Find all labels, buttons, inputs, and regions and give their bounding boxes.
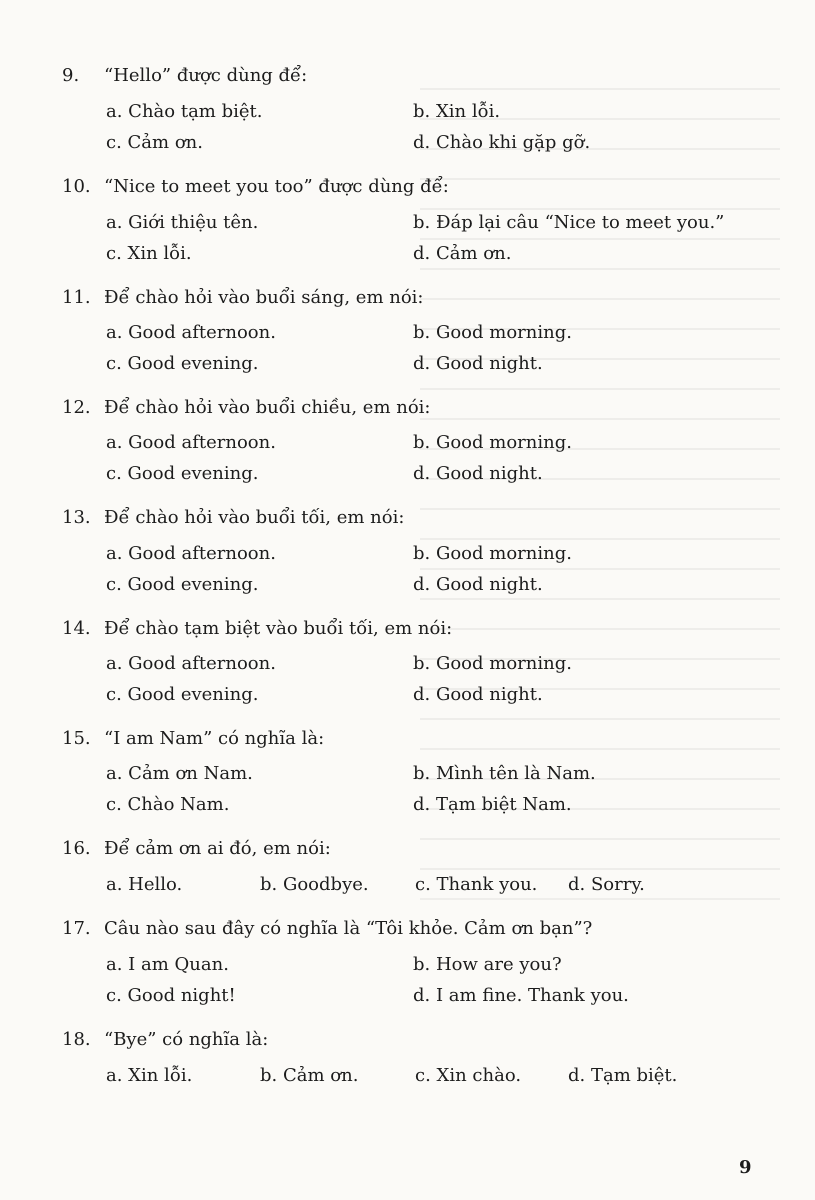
option-d: d. Good night. bbox=[413, 463, 543, 484]
question-text: “Hello” được dùng để: bbox=[104, 65, 308, 86]
option-b: b. Goodbye. bbox=[260, 874, 369, 895]
option-c: c. Cảm ơn. bbox=[106, 132, 203, 153]
option-d: d. Sorry. bbox=[568, 874, 645, 895]
option-c: c. Xin chào. bbox=[415, 1065, 522, 1086]
question-number: 12. bbox=[62, 397, 91, 418]
question-number: 13. bbox=[62, 507, 91, 528]
question-text: Để chào hỏi vào buổi chiều, em nói: bbox=[104, 397, 431, 418]
question-number: 11. bbox=[62, 287, 91, 308]
option-d: d. Good night. bbox=[413, 684, 543, 705]
option-a: a. Chào tạm biệt. bbox=[106, 101, 263, 122]
question-number: 9. bbox=[62, 65, 80, 86]
page-number: 9 bbox=[739, 1157, 752, 1178]
question-number: 14. bbox=[62, 618, 91, 639]
option-b: b. Good morning. bbox=[413, 653, 572, 674]
question-number: 16. bbox=[62, 838, 91, 859]
question-number: 18. bbox=[62, 1029, 91, 1050]
option-a: a. Good afternoon. bbox=[106, 653, 276, 674]
option-d: d. Tạm biệt Nam. bbox=[413, 794, 572, 815]
question-text: Để chào hỏi vào buổi sáng, em nói: bbox=[104, 287, 424, 308]
option-c: c. Good evening. bbox=[106, 353, 259, 374]
option-a: a. Good afternoon. bbox=[106, 432, 276, 453]
option-b: b. Good morning. bbox=[413, 322, 572, 343]
question-number: 15. bbox=[62, 728, 91, 749]
option-a: a. Good afternoon. bbox=[106, 543, 276, 564]
question-number: 10. bbox=[62, 176, 91, 197]
option-c: c. Thank you. bbox=[415, 874, 538, 895]
option-c: c. Good night! bbox=[106, 985, 236, 1006]
question-text: Để cảm ơn ai đó, em nói: bbox=[104, 838, 331, 859]
question-text: “Nice to meet you too” được dùng để: bbox=[104, 176, 449, 197]
option-c: c. Chào Nam. bbox=[106, 794, 230, 815]
question-text: Câu nào sau đây có nghĩa là “Tôi khỏe. Cảm ơn bạn”? bbox=[104, 918, 593, 939]
question-text: Để chào tạm biệt vào buổi tối, em nói: bbox=[104, 618, 453, 639]
option-b: b. Good morning. bbox=[413, 543, 572, 564]
option-d: d. I am fine. Thank you. bbox=[413, 985, 629, 1006]
option-a: a. Cảm ơn Nam. bbox=[106, 763, 253, 784]
option-d: d. Tạm biệt. bbox=[568, 1065, 678, 1086]
option-b: b. How are you? bbox=[413, 954, 562, 975]
option-a: a. Xin lỗi. bbox=[106, 1065, 193, 1086]
option-a: a. I am Quan. bbox=[106, 954, 229, 975]
option-d: d. Good night. bbox=[413, 574, 543, 595]
question-text: “Bye” có nghĩa là: bbox=[104, 1029, 269, 1050]
option-d: d. Cảm ơn. bbox=[413, 243, 512, 264]
option-b: b. Mình tên là Nam. bbox=[413, 763, 596, 784]
option-b: b. Đáp lại câu “Nice to meet you.” bbox=[413, 212, 725, 233]
question-number: 17. bbox=[62, 918, 91, 939]
option-c: c. Good evening. bbox=[106, 684, 259, 705]
option-d: d. Good night. bbox=[413, 353, 543, 374]
option-b: b. Good morning. bbox=[413, 432, 572, 453]
option-a: a. Good afternoon. bbox=[106, 322, 276, 343]
option-c: c. Xin lỗi. bbox=[106, 243, 192, 264]
question-text: “I am Nam” có nghĩa là: bbox=[104, 728, 325, 749]
option-b: b. Cảm ơn. bbox=[260, 1065, 359, 1086]
option-b: b. Xin lỗi. bbox=[413, 101, 501, 122]
option-c: c. Good evening. bbox=[106, 574, 259, 595]
question-text: Để chào hỏi vào buổi tối, em nói: bbox=[104, 507, 405, 528]
option-c: c. Good evening. bbox=[106, 463, 259, 484]
option-a: a. Hello. bbox=[106, 874, 183, 895]
option-d: d. Chào khi gặp gỡ. bbox=[413, 132, 591, 153]
option-a: a. Giới thiệu tên. bbox=[106, 212, 259, 233]
